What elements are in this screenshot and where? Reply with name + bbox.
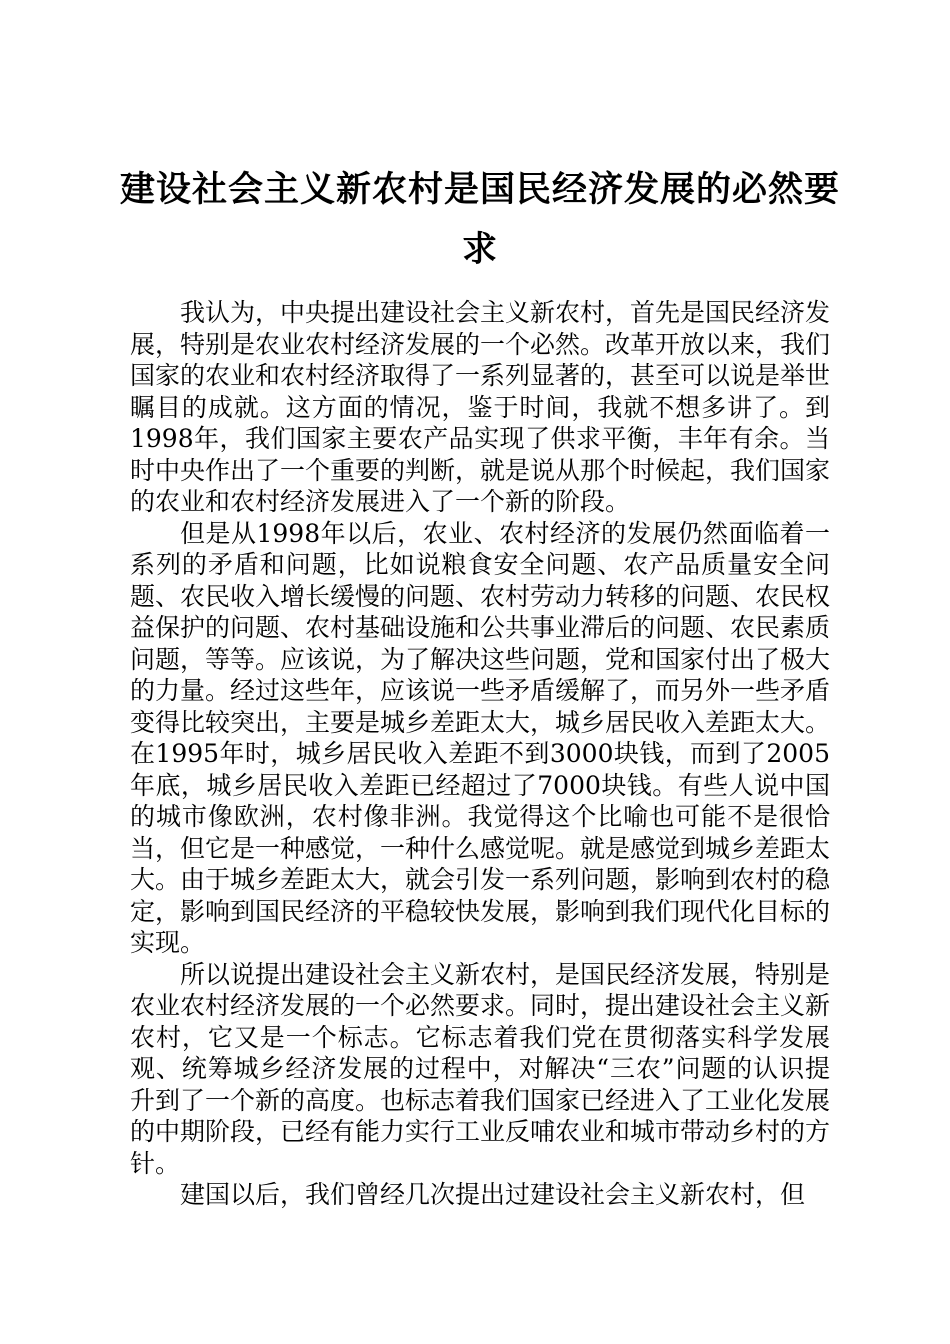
paragraph: 所以说提出建设社会主义新农村，是国民经济发展，特别是农业农村经济发展的一个必然要求。同时，提出建设社会主义新农村，它又是一个标志。它标志着我们党在贯彻落实科学发展观、统筹城乡经济发展的过程中，对解决“三农”问题的认识提升到了一个新的高度。也标志着我们国家已经进入了工业化发展的中期阶段，已经有能力实行工业反哺农业和城市带动乡村的方针。 <box>130 959 831 1178</box>
document-title: 建设社会主义新农村是国民经济发展的必然要求 <box>120 169 841 270</box>
paragraph: 建国以后，我们曾经几次提出过建设社会主义新农村，但 <box>180 1180 806 1209</box>
paragraph: 我认为，中央提出建设社会主义新农村，首先是国民经济发展，特别是农业农村经济发展的一个必然。改革开放以来，我们国家的农业和农村经济取得了一系列显著的，甚至可以说是举世瞩目的成就。这方面的情况，鉴于时间，我就不想多讲了。到1998年，我们国家主要农产品实现了供求平衡，丰年有余。当时中央作出了一个重要的判断，就是说从那个时候起，我们国家的农业和农村经济发展进入了一个新的阶段。 <box>130 298 831 516</box>
document-body <box>130 297 830 1211</box>
paragraph: 但是从1998年以后，农业、农村经济的发展仍然面临着一系列的矛盾和问题，比如说粮食安全问题、农产品质量安全问题、农民收入增长缓慢的问题、农村劳动力转移的问题、农民权益保护的问题、农村基础设施和公共事业滞后的问题、农民素质问题，等等。应该说，为了解决这些问题，党和国家付出了极大的力量。经过这些年，应该说一些矛盾缓解了，而另外一些矛盾变得比较突出，主要是城乡差距太大，城乡居民收入差距太大。在1995年时，城乡居民收入差距不到3000块钱，而到了2005年底，城乡居民收入差距已经超过了7000块钱。有些人说中国的城市像欧洲，农村像非洲。我觉得这个比喻也可能不是很恰当，但它是一种感觉，一种什么感觉呢。就是感觉到城乡差距太大。由于城乡差距太大，就会引发一系列问题，影响到农村的稳定，影响到国民经济的平稳较快发展，影响到我们现代化目标的实现。 <box>130 518 831 957</box>
